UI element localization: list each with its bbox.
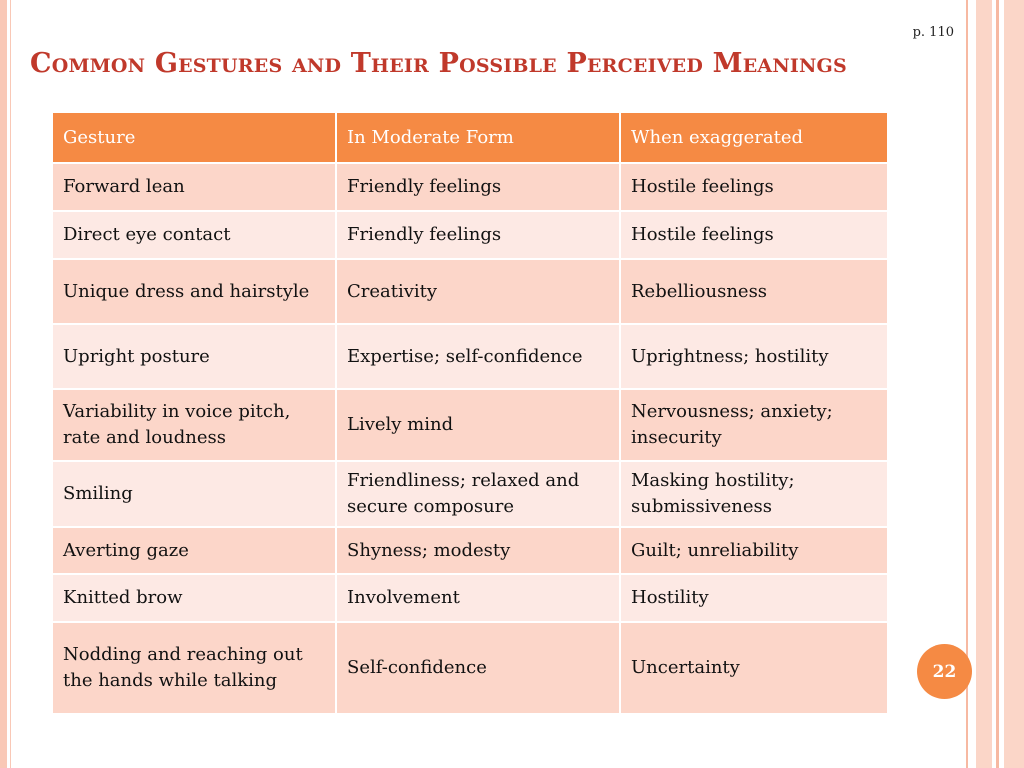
table-cell-gesture: Averting gaze — [52, 527, 336, 574]
table-row — [52, 527, 888, 574]
table-cell-gesture: Forward lean — [52, 163, 336, 211]
table-cell-moderate: Expertise; self-confidence — [336, 324, 620, 389]
column-header-moderate-form: In Moderate Form — [336, 112, 620, 163]
table-cell-moderate: Friendly feelings — [336, 163, 620, 211]
table-cell-exaggerated: Uprightness; hostility — [620, 324, 888, 389]
slide-frame-left-line — [10, 0, 11, 768]
table-cell-exaggerated: Hostile feelings — [620, 211, 888, 259]
table-cell-gesture: Knitted brow — [52, 574, 336, 622]
slide-frame-left-stripe — [0, 0, 7, 768]
gestures-table — [51, 111, 889, 715]
table-cell-moderate: Friendly feelings — [336, 211, 620, 259]
table-cell-gesture: Unique dress and hairstyle — [52, 259, 336, 324]
table-cell-exaggerated: Masking hostility; submissiveness — [620, 461, 888, 527]
table-cell-gesture: Smiling — [52, 461, 336, 527]
table-cell-exaggerated: Nervousness; anxiety; insecurity — [620, 389, 888, 461]
table-cell-moderate: Involvement — [336, 574, 620, 622]
table-cell-moderate: Friendliness; relaxed and secure composure — [336, 461, 620, 527]
table-row — [52, 163, 888, 211]
gestures-table-container — [51, 111, 887, 715]
page-reference: p. 110 — [912, 25, 954, 40]
table-cell-exaggerated: Hostile feelings — [620, 163, 888, 211]
table-row — [52, 211, 888, 259]
table-cell-moderate: Lively mind — [336, 389, 620, 461]
table-cell-moderate: Self-confidence — [336, 622, 620, 714]
table-header-row — [52, 112, 888, 163]
table-cell-exaggerated: Hostility — [620, 574, 888, 622]
slide-title: Common Gestures and Their Possible Perceived Meanings — [30, 48, 847, 79]
column-header-gesture: Gesture — [52, 112, 336, 163]
table-cell-gesture: Upright posture — [52, 324, 336, 389]
table-cell-exaggerated: Rebelliousness — [620, 259, 888, 324]
table-row — [52, 324, 888, 389]
table-row — [52, 389, 888, 461]
table-cell-gesture: Nodding and reaching out the hands while talking — [52, 622, 336, 714]
table-row — [52, 461, 888, 527]
table-row — [52, 574, 888, 622]
table-row — [52, 259, 888, 324]
table-cell-gesture: Variability in voice pitch, rate and loudness — [52, 389, 336, 461]
table-cell-exaggerated: Uncertainty — [620, 622, 888, 714]
table-row — [52, 622, 888, 714]
table-cell-moderate: Shyness; modesty — [336, 527, 620, 574]
table-cell-gesture: Direct eye contact — [52, 211, 336, 259]
column-header-exaggerated: When exaggerated — [620, 112, 888, 163]
table-cell-exaggerated: Guilt; unreliability — [620, 527, 888, 574]
page-number-badge: 22 — [917, 644, 972, 699]
slide-frame-right-stripes — [966, 0, 1024, 768]
table-cell-moderate: Creativity — [336, 259, 620, 324]
